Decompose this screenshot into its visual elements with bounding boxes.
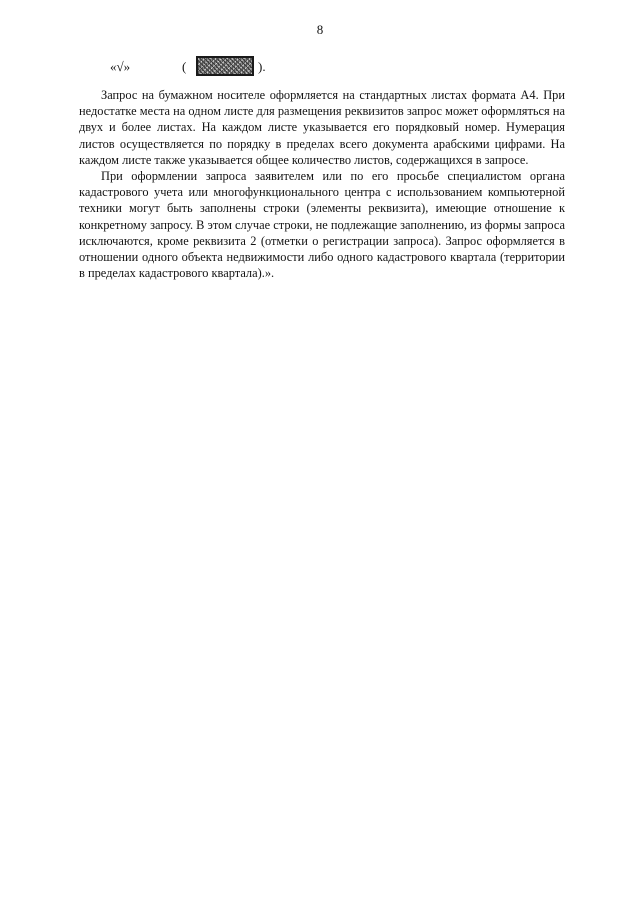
check-symbol: «√» xyxy=(110,59,131,74)
filled-checkbox-sample xyxy=(196,56,254,76)
page-number: 8 xyxy=(316,22,324,37)
close-paren: ). xyxy=(258,59,266,74)
open-paren: ( xyxy=(182,59,187,74)
document-body xyxy=(79,87,565,281)
paragraph-paper-format: Запрос на бумажном носителе оформляется на стандартных листах формата А4. При недостатке места на одном листе для размещения реквизитов запрос может оформляться на двух и более листах. На каждом листе указывается его порядковый номер. Нумерация листов осуществляется по порядку в пределах всего документа арабскими цифрами. На каждом листе также указывается общее количество листов, содержащихся в запросе. xyxy=(79,88,565,167)
paragraph-computer-filling: При оформлении запроса заявителем или по его просьбе специалистом органа кадастрового учета или многофункционального центра с использованием компьютерной техники могут быть заполнены строки (элементы реквизита), имеющие отношение к конкретному запросу. В этом случае строки, не подлежащие заполнению, из формы запроса исключаются, кроме реквизита 2 (отметки о регистрации запроса). Запрос оформляется в отношении одного объекта недвижимости либо одного кадастрового квартала (территории в пределах кадастрового квартала).». xyxy=(79,169,565,281)
